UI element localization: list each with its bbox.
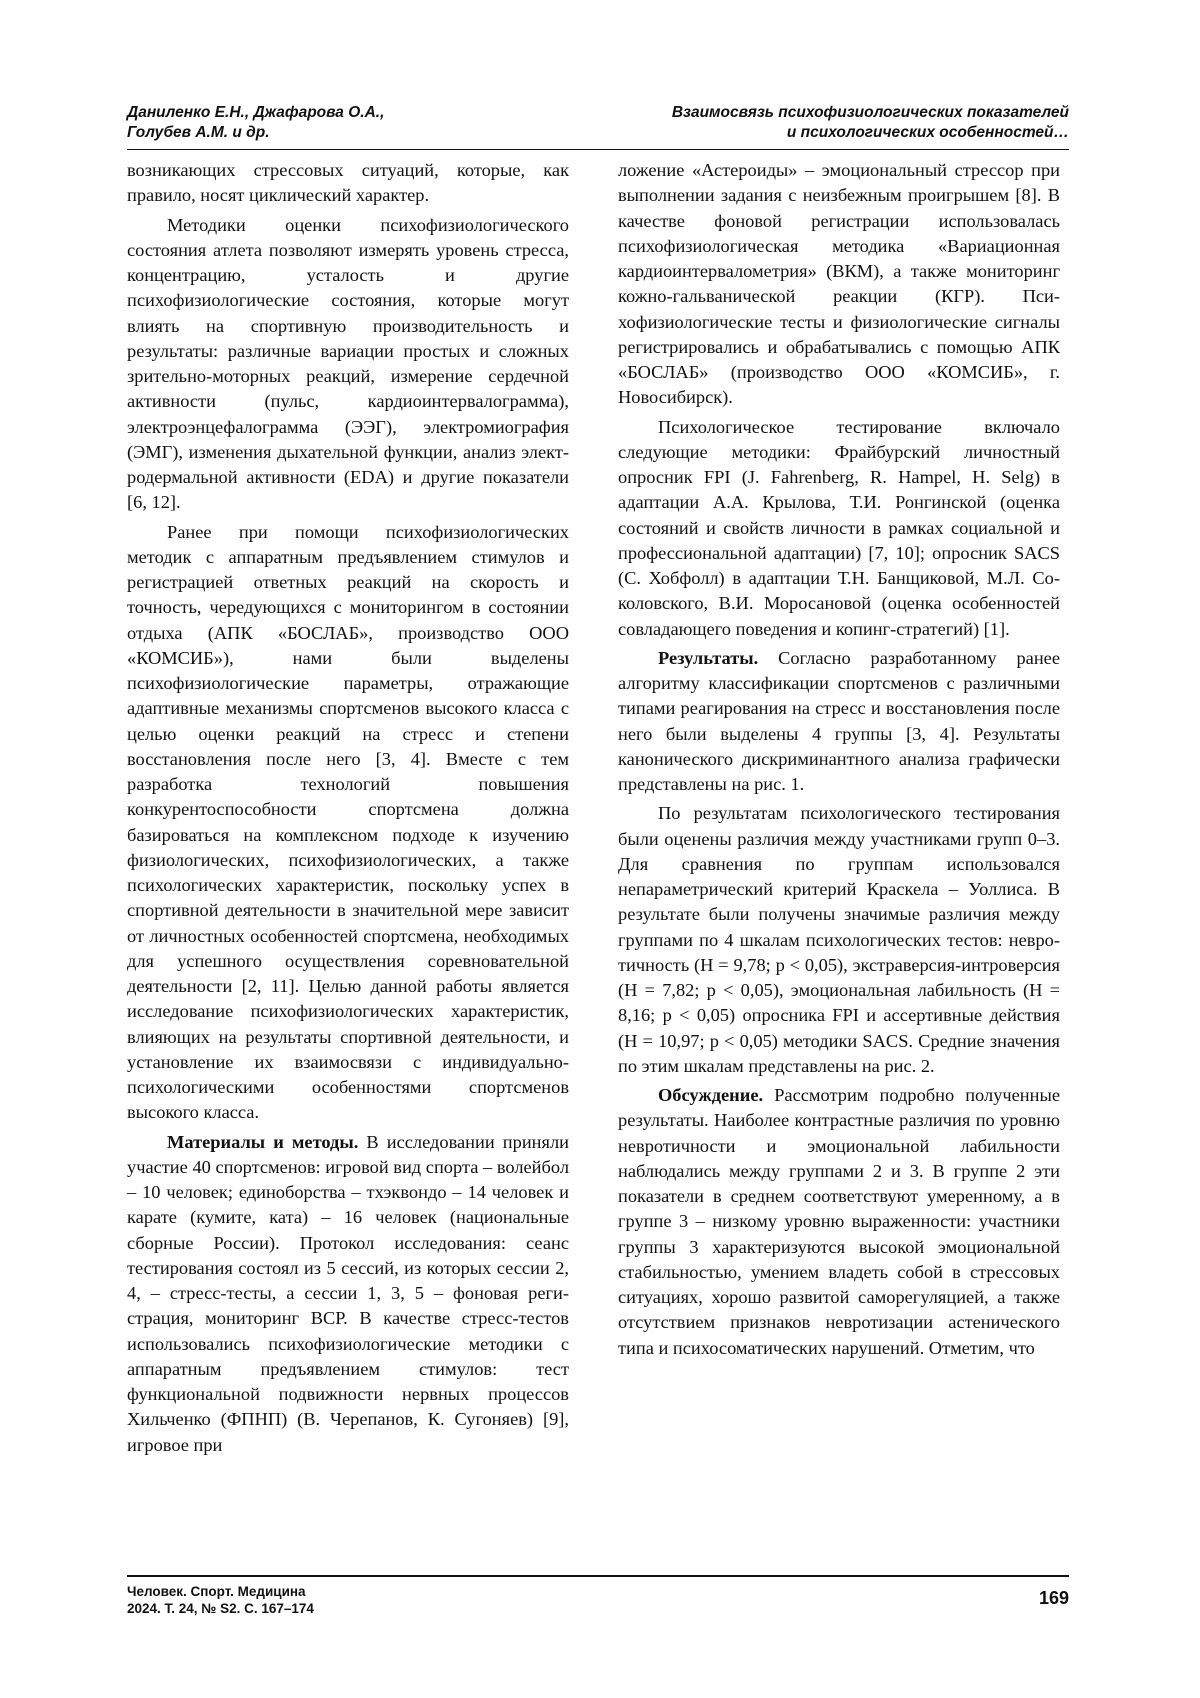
footer-journal: Человек. Спорт. Медицина: [127, 1584, 306, 1599]
left-paragraph-3: Ранее при помощи психофизиологических методик с аппаратным предъявлением стимулов и регистрацией ответных реакций на скорость и точность, чередующихся с мониторингом в состоянии отдыха (АПК «БОСЛАБ», производство ООО «КОМСИБ»), нами были выделены психофизиологические параметры, отражающие адаптивные механизмы спортсменов высокого класса с целью оценки реакций на стресс и степени восстановления после него [3, 4]. Вместе с тем разработка технологий повышения конкурентоспособности спортсмена должна базироваться на комплексном подходе к изучению физиологических, психофизиологических, а также психологических характеристик, поскольку успех в спортивной деятельности в значительной мере зависит от личностных особенностей спортсмена, необходимых для успешного осуществления соревновательной деятельности [2, 11]. Целью данной работы является исследование психофизиологических характеристик, влияющих на результаты спортивной деятельности, и установление их взаимосвязи с индивидуально-психологическими особенностями спортсменов высокого класса.: [127, 521, 569, 1123]
right-paragraph-1: ложение «Астероиды» – эмоциональный стрессор при выполнении задания с неизбежным проигрышем [8]. В качестве фоновой регистрации использовалась психофизиологическая методика «Вариационная кардиоинтервалометрия» (ВКМ), а также мониторинг кожно-гальванической реакции (КГР). Психофизиологические тесты и физиологические сигналы регистрировались и обрабатывались с помощью АПК «БОСЛАБ» (производство ООО «КОМСИБ», г. Новосибирск).: [618, 160, 1060, 408]
discussion-body: Рассмотрим подробно полученные результаты. Наиболее контрастные различия по уровню невротичности и эмоциональной лабильности наблюдались между группами 2 и 3. В группе 2 эти показатели в среднем соответствуют умеренному, а в группе 3 – низкому уровню выраженности: участники группы 3 характеризуются высокой эмоциональной стабильностью, умением владеть собой в стрессовых ситуациях, хорошо развитой саморегуляцией, а также отсутствием признаков невротизации астенического типа и психосоматических нарушений. Отметим, что: [618, 1085, 1060, 1358]
header-authors-line1: Даниленко Е.Н., Джафарова О.А.,: [127, 104, 385, 121]
footer-issue: 2024. Т. 24, № S2. С. 167–174: [127, 1601, 314, 1616]
left-paragraph-1: возникающих стрессовых ситуаций, которые, как правило, носят циклический характер.: [127, 160, 569, 206]
left-paragraph-materials: [127, 1130, 569, 1458]
right-paragraph-4: По результатам психологического тестирования были оценены различия между участниками групп 0–3. Для сравнения по группам использовался непараметрический критерий Краскела – Уоллиса. В результате были получены значимые различия между группами по 4 шкалам психологических тестов: невротичность (H = 9,78; p < 0,05), экстраверсия-интроверсия (H = 7,82; p < 0,05), эмоциональная лабильность (H = 8,16; p < 0,05) опросника FPI и ассертивные действия (H = 10,97; p < 0,05) методики SACS. Средние значения по этим шкалам представлены на рис. 2.: [618, 803, 1060, 1076]
footer-divider: [127, 1575, 1069, 1577]
right-paragraph-results: [618, 646, 1060, 798]
running-header: [127, 103, 1069, 151]
section-heading-materials: Материалы и методы.: [167, 1131, 359, 1152]
header-authors: [127, 103, 384, 143]
results-body: Согласно разработанному ранее алгоритму классификации спортсменов с различными типами реагирования на стресс и восстановления после него были выделены 4 группы [3, 4]. Результаты канонического дискриминантного анализа графически представлены на рис. 1.: [618, 647, 1060, 794]
footer-citation: [127, 1583, 314, 1617]
header-title-line2: и психологических особенностей…: [786, 124, 1069, 141]
header-authors-line2: Голубев А.М. и др.: [127, 124, 270, 141]
page-number: 169: [1038, 1588, 1069, 1608]
materials-body: В исследовании приняли участие 40 спортсменов: игровой вид спорта – волейбол – 10 человек; единоборства – тхэквондо – 14 человек и карате (кумите, ката) – 16 человек (национальные сборные России). Протокол исследования: сеанс тестирования состоял из 5 сессий, из которых сессии 2, 4, – стресс-тесты, а сессии 1, 3, 5 – фоновая регистрация, мониторинг ВСР. В качестве стресс-тестов использовались психофизиологические методики с аппаратным предъявлением стимулов: тест функциональной подвижности нервных процессов Хильченко (ФПНП) (В. Черепанов, К. Сугоняев) [9], игровое при: [127, 1131, 569, 1455]
header-title-line1: Взаимосвязь психофизиологических показателей: [671, 104, 1069, 121]
right-column: [618, 158, 1060, 1361]
section-heading-results: Результаты.: [658, 647, 759, 668]
left-column: [127, 158, 569, 1458]
section-heading-discussion: Обсуждение.: [658, 1085, 764, 1105]
right-paragraph-2: Психологическое тестирование включало следующие методики: Фрайбурский личностный опросник FPI (J. Fahrenberg, R. Hampel, H. Selg) в адаптации А.А. Крылова, Т.И. Ронгинской (оценка состояний и свойств личности в рамках социальной и профессиональной адаптации) [7, 10]; опросник SACS (С. Хобфолл) в адаптации Т.Н. Банщиковой, М.Л. Соколовского, В.И. Моросановой (оценка особенностей совладающего поведения и копинг-стратегий) [1].: [618, 416, 1060, 639]
left-paragraph-2: Методики оценки психофизиологического состояния атлета позволяют измерять уровень стресса, концентрацию, усталость и другие психофизиологические состояния, которые могут влиять на спортивную производительность и результаты: различные вариации простых и сложных зрительно-моторных реакций, измерение сердечной активности (пульс, кардиоинтервалограмма), электроэнцефалограмма (ЭЭГ), электромиография (ЭМГ), изменения дыхательной функции, анализ электродермальной активности (EDA) и другие показатели [6, 12].: [127, 214, 569, 513]
header-title: [672, 103, 1069, 143]
header-divider: [127, 149, 1069, 150]
right-paragraph-discussion: [618, 1083, 1060, 1361]
